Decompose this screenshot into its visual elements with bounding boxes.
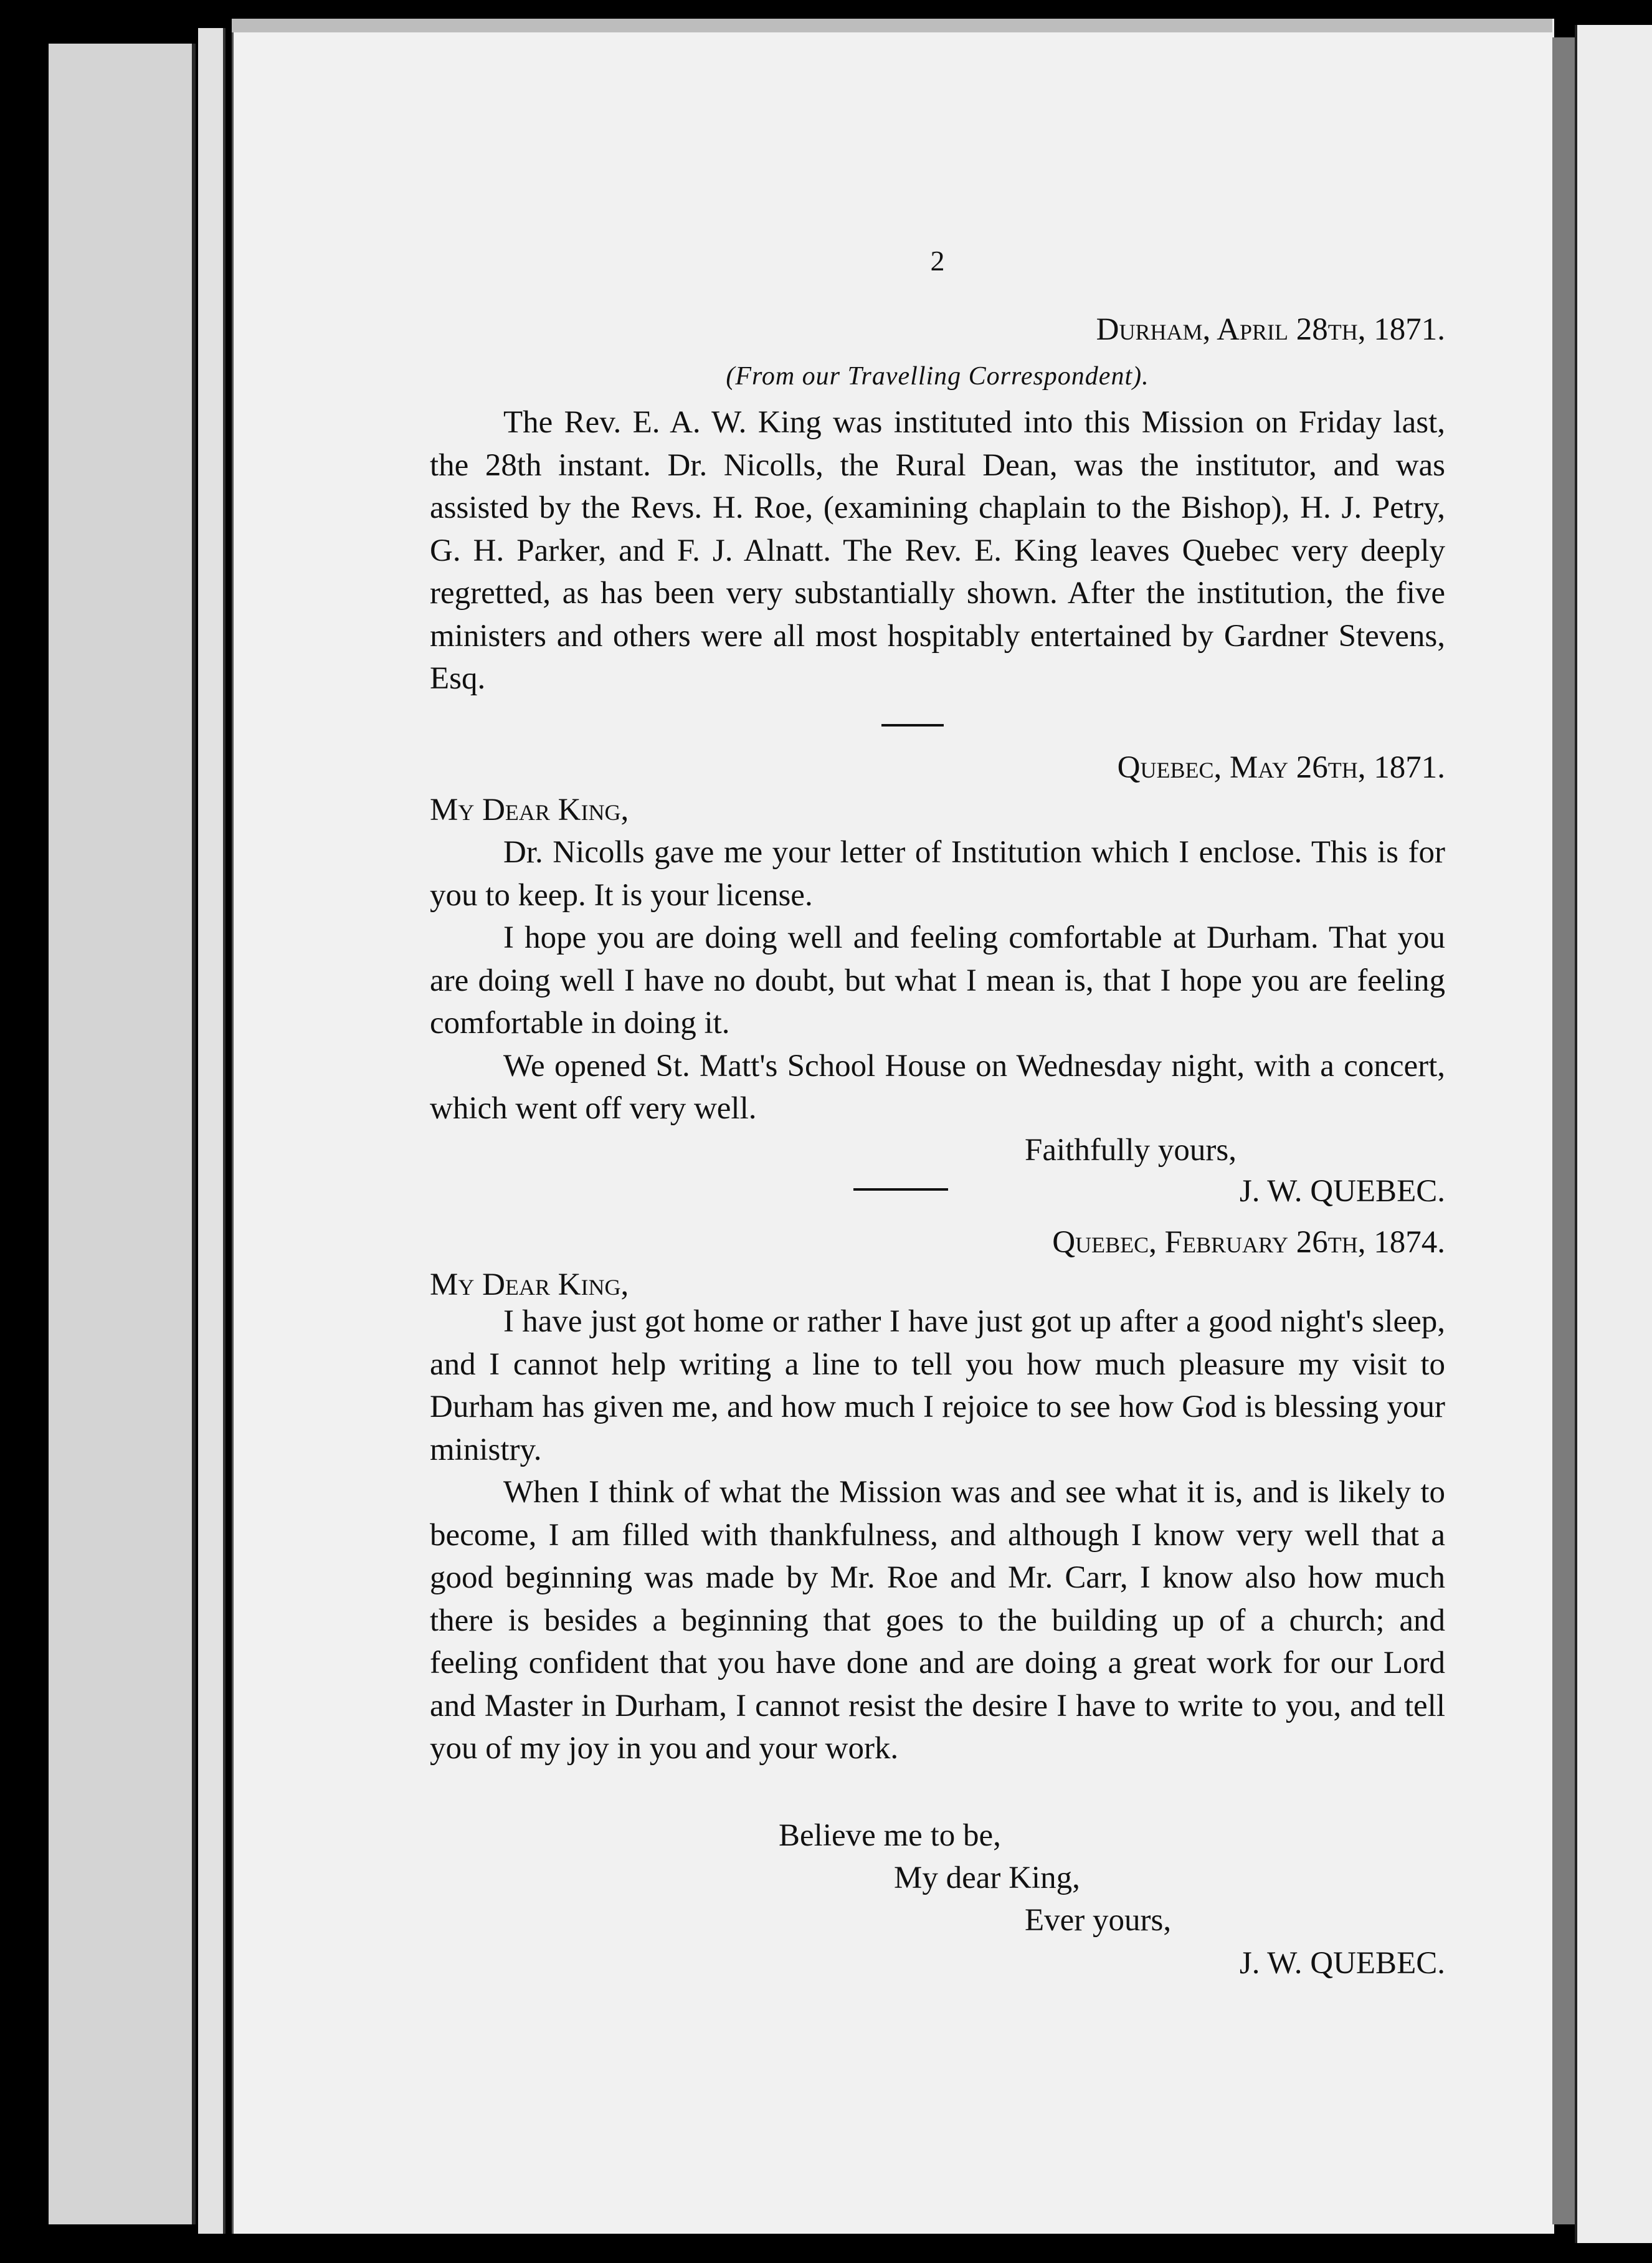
page-text xyxy=(430,0,1445,2263)
closing-1871: Faithfully yours, xyxy=(1025,1133,1237,1168)
letter-1871-paragraph: We opened St. Matt's School House on Wednesday night, with a concert, which went off very well. xyxy=(430,1048,1445,1126)
salutation-1874: My Dear King, xyxy=(430,1267,629,1302)
letter-1874-paragraph: I have just got home or rather I have just got up after a good night's sleep, and I cannot help writing a line to tell you how much pleasure my visit to Durham has given me, and how much I rejoice to see how God is blessing your ministry. xyxy=(430,1304,1445,1467)
dateline-quebec-1871: Quebec, May 26th, 1871. xyxy=(1117,750,1445,785)
page-number: 2 xyxy=(930,245,945,277)
book-left-edge-inner xyxy=(198,28,225,2234)
letter-1874-body xyxy=(430,1300,1445,1770)
institution-paragraph-text: The Rev. E. A. W. King was instituted into this Mission on Friday last, the 28th instant. Dr. Nicolls, the Rural Dean, was the institutor, and was assisted by the Revs. H. Roe, (examining chaplain to the Bishop), H. J. Petry, G. H. Parker, and F. J. Alnatt. The Rev. E. King leaves Quebec very deeply regretted, as has been very substantially shown. After the institution, the five ministers and others were all most hospitably entertained by Gardner Stevens, Esq. xyxy=(430,405,1445,696)
signature-1871: J. W. QUEBEC. xyxy=(1239,1174,1445,1209)
closing-dear-king: My dear King, xyxy=(894,1860,1080,1895)
letter-1871-body xyxy=(430,831,1445,1130)
closing-believe: Believe me to be, xyxy=(779,1818,1001,1853)
signature-1874: J. W. QUEBEC. xyxy=(1239,1946,1445,1981)
letter-1871-paragraph: Dr. Nicolls gave me your letter of Institution which I enclose. This is for you to keep. It is your license. xyxy=(430,835,1445,913)
dateline-durham: Durham, April 28th, 1871. xyxy=(1096,312,1445,347)
book-right-edge xyxy=(1575,25,1652,2243)
book-left-edge xyxy=(49,44,196,2224)
signature-divider xyxy=(853,1188,948,1191)
section-divider xyxy=(881,724,944,727)
dateline-quebec-1874: Quebec, February 26th, 1874. xyxy=(1052,1225,1445,1260)
letter-1874-paragraph: When I think of what the Mission was and see what it is, and is likely to become, I am filled with thankfulness, and although I know very well that a good beginning was made by Mr. Roe and Mr. Carr, I know also how much there is besides a beginning that goes to the building up of a church; and feeling confident that you have done and are doing a great work for our Lord and Master in Durham, I cannot resist the desire I have to write to you, and tell you of my joy in you and your work. xyxy=(430,1475,1445,1766)
institution-paragraph xyxy=(430,401,1445,700)
byline: (From our Travelling Correspondent). xyxy=(726,362,1149,391)
closing-ever-yours: Ever yours, xyxy=(1025,1903,1172,1938)
letter-1871-paragraph: I hope you are doing well and feeling comfortable at Durham. That you are doing well I have no doubt, but what I mean is, that I hope you are feeling comfortable in doing it. xyxy=(430,920,1445,1041)
salutation-1871: My Dear King, xyxy=(430,793,629,827)
book-right-shadow xyxy=(1552,37,1575,2224)
